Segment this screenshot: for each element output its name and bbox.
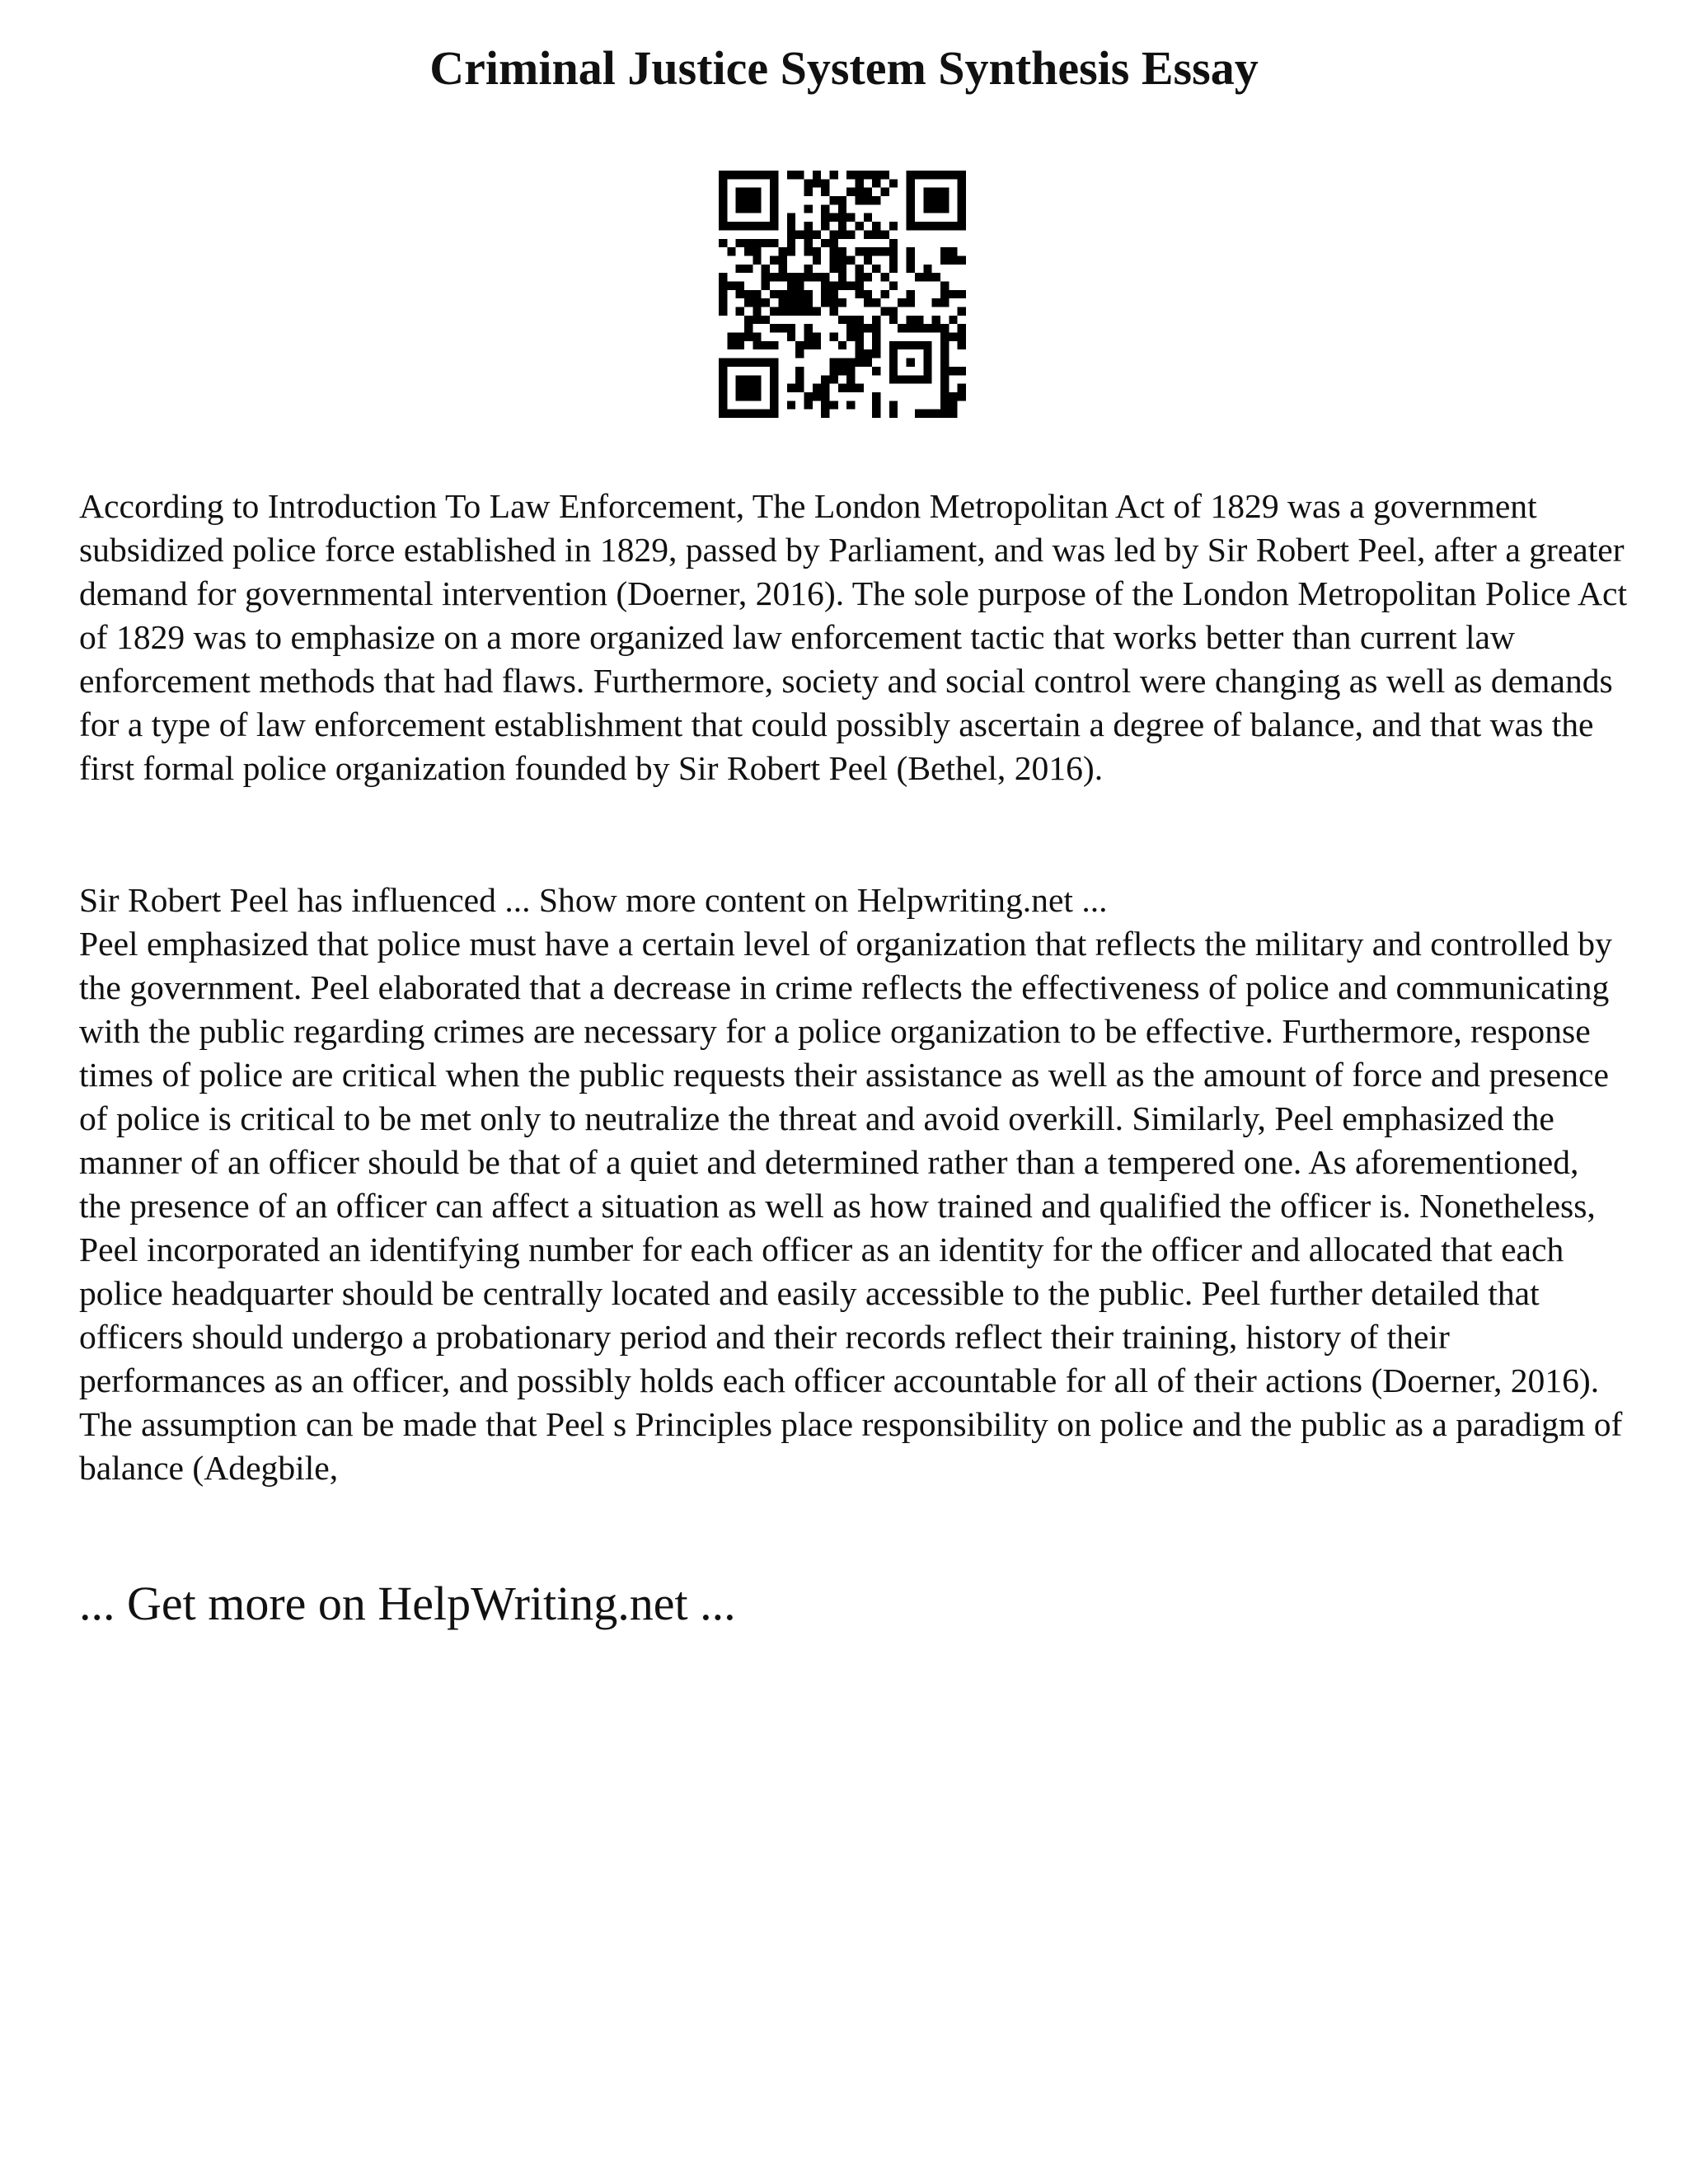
show-more-teaser: Sir Robert Peel has influenced ... Show more content on Helpwriting.net ... <box>79 881 1108 919</box>
page-title: Criminal Justice System Synthesis Essay <box>429 41 1259 95</box>
qr-code <box>719 171 966 418</box>
paragraph-intro: According to Introduction To Law Enforcement, The London Metropolitan Act of 1829 was a government subsidized police force established in 1829, passed by Parliament, and was led by Sir Robert Peel, after a greater demand for governmental intervention (Doerner, 2016). The sole purpose of the London Metropolitan Police Act of 1829 was to emphasize on a more organized law enforcement tactic that works better than current law enforcement methods that had flaws. Furthermore, society and social control were changing as well as demands for a type of law enforcement establishment that could possibly ascertain a degree of balance, and that was the first formal police organization founded by Sir Robert Peel (Bethel, 2016). <box>79 487 1628 787</box>
paragraph-peel-principles: Peel emphasized that police must have a certain level of organization that reflects the military and controlled by the government. Peel elaborated that a decrease in crime reflects the effectiveness of police and communicating with the public regarding crimes are necessary for a police organization to be effective. Furthermore, response times of police are critical when the public requests their assistance as well as the amount of force and presence of police is critical to be met only to neutralize the threat and avoid overkill. Similarly, Peel emphasized the manner of an officer should be that of a quiet and determined rather than a tempered one. As aforementioned, the presence of an officer can affect a situation as well as how trained and qualified the officer is. Nonetheless, Peel incorporated an identifying number for each officer as an identity for the officer and allocated that each police headquarter should be centrally located and easily accessible to the public. Peel further detailed that officers should undergo a probationary period and their records reflect their training, history of their performances as an officer, and possibly holds each officer accountable for all of their actions (Doerner, 2016). The assumption can be made that Peel s Principles place responsibility on police and the public as a paradigm of balance (Adegbile, <box>79 925 1623 1487</box>
get-more-link[interactable]: ... Get more on HelpWriting.net ... <box>79 1577 736 1630</box>
